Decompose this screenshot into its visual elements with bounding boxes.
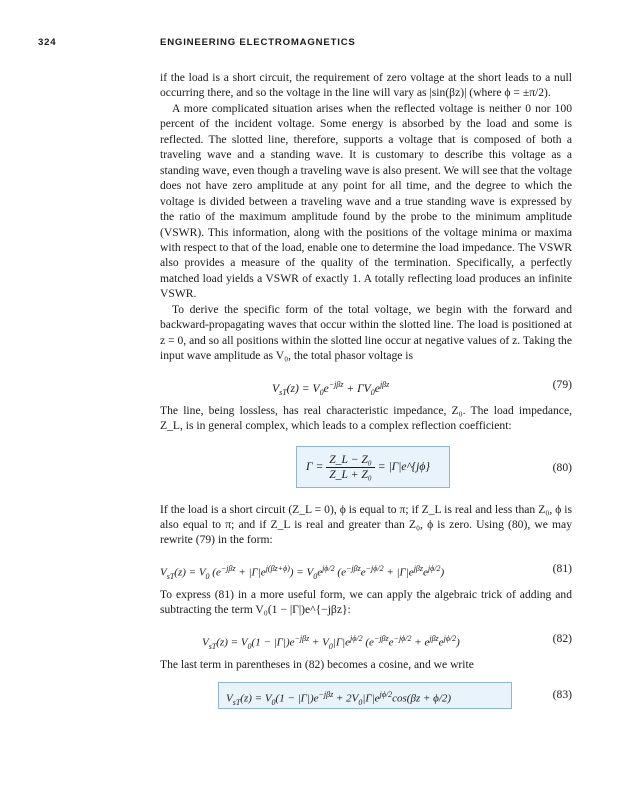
equation-number: (83) xyxy=(552,688,572,702)
page-number: 324 xyxy=(38,37,57,48)
running-title: ENGINEERING ELECTROMAGNETICS xyxy=(160,37,356,48)
page-body xyxy=(160,70,572,713)
paragraph: To express (81) in a more useful form, we can apply the algebraic trick of adding and subtracting the term V₀(1 − |Γ|)e^{−jβz}: xyxy=(160,587,572,617)
fraction xyxy=(326,453,375,482)
running-header xyxy=(38,37,589,53)
equation-82 xyxy=(160,624,572,654)
equation-body: $V_{sT}(z) = V_0(1 - |\Gamma|)e^{-j\beta z} + 2V_0|\Gamma|e^{j\phi/2}\cos(\beta z + \phi/2)$ xyxy=(226,690,452,708)
eq80-rhs: = |Γ|e^{jϕ} xyxy=(377,459,430,473)
equation-83 xyxy=(160,680,572,710)
paragraph: The line, being lossless, has real characteristic impedance, Z₀. The load impedance, Z_L, is in general complex, which leads to a complex reflection coefficient: xyxy=(160,403,572,433)
paragraph: A more complicated situation arises when the reflected voltage is neither 0 nor 100 percent of the incident voltage. Some energy is absorbed by the load and some is reflected. The slotted line, therefore, supports a voltage that is composed of both a traveling wave and a standing wave. It is customary to describe this voltage as a standing wave, even though a traveling wave is also present. We will see that the voltage does not have zero amplitude at any point for all time, and the degree to which the voltage is divided between a traveling wave and a true standing wave is expressed by the ratio of the maximum amplitude found by the probe to the minimum amplitude (VSWR). This information, along with the positions of the voltage minima or maxima with respect to that of the load, enable one to determine the load impedance. The VSWR also provides a measure of the quality of the termination. Specifically, a perfectly matched load yields a VSWR of exactly 1. A totally reflecting load produces an infinite VSWR. xyxy=(160,101,572,301)
eq80-lhs: Γ = xyxy=(306,459,324,473)
equation-body: $V_{sT}(z) = V_0$ $(e^{-j\beta z} + |\Gamma|e^{j(\beta z+\phi)}) = V_0e^{j\phi/2}$ $(e^{-j\beta z}e^{-j\phi/2} + |\Gamma|e^{j\beta z}e^{j\phi/2})$ xyxy=(160,563,445,581)
numerator: Z_L − Z₀ xyxy=(326,453,375,468)
paragraph: if the load is a short circuit, the requirement of zero voltage at the short leads to a null occurring there, and so the voltage in the line will vary as |sin(βz)| (where ϕ = ±π/2). xyxy=(160,71,572,100)
equation-79 xyxy=(160,370,572,400)
paragraph: The last term in parentheses in (82) becomes a cosine, and we write xyxy=(160,657,474,671)
equation-number: (80) xyxy=(552,460,572,474)
denominator: Z_L + Z₀ xyxy=(329,467,372,481)
equation-number: (81) xyxy=(552,561,572,575)
equation-number: (79) xyxy=(552,377,572,391)
equation-80 xyxy=(160,442,572,494)
equation-81 xyxy=(160,554,572,584)
equation-body: $V_{sT}(z) = V_0(1 - |\Gamma|)e^{-j\beta z} + V_0|\Gamma|e^{j\phi/2}$ $(e^{-j\beta z}e^{-j\phi/2} + e^{j\beta z}e^{j\phi/2})$ xyxy=(202,633,460,651)
paragraph: If the load is a short circuit (Z_L = 0), ϕ is equal to π; if Z_L is real and less than Z₀, ϕ is also equal to π; and if Z_L is real and greater than Z₀, ϕ is zero. Using (80), we may rewrite (79) in the form: xyxy=(160,502,572,547)
paragraph: To derive the specific form of the total voltage, we begin with the forward and backward-propagating waves that occur within the slotted line. The load is positioned at z = 0, and so all positions within the slotted line occur at negative values of z. Taking the input wave amplitude as V₀, the total phasor voltage is xyxy=(160,302,572,363)
equation-body xyxy=(306,453,430,482)
equation-number: (82) xyxy=(552,631,572,645)
equation-body: $V_{sT}(z) = V_0e^{-j\beta z} + \Gamma V_0e^{j\beta z}$ xyxy=(272,379,390,397)
